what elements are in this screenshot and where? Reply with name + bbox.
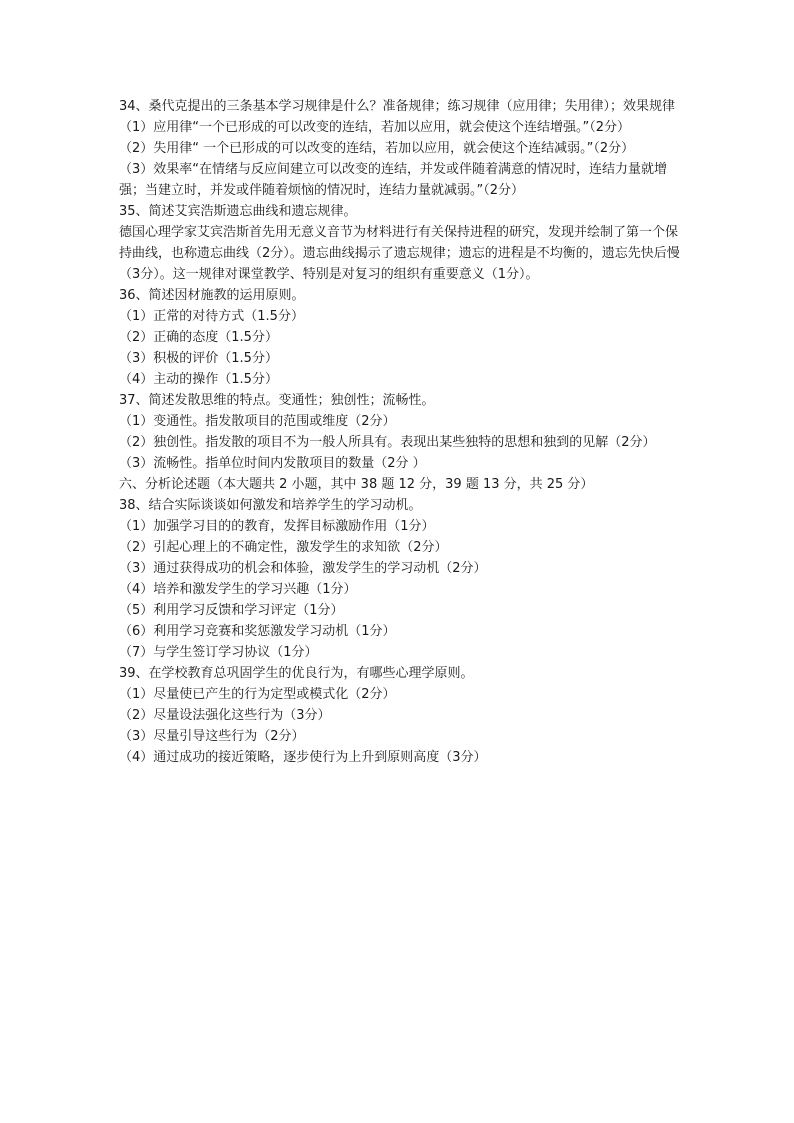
q38-item-4: （4）培养和激发学生的学习兴趣（1分）	[119, 582, 357, 597]
q37-item-1: （1）变通性。指发散项目的范围或维度（2分）	[119, 414, 396, 429]
q38-item-2: （2）引起心理上的不确定性，激发学生的求知欲（2分）	[119, 540, 448, 555]
q34-title: 34、桑代克提出的三条基本学习规律是什么？准备规律；练习规律（应用律；失用律）；效果规律	[119, 99, 676, 114]
q39-item-1: （1）尽量使已产生的行为定型或模式化（2分）	[119, 687, 396, 702]
q38-item-6: （6）利用学习竞赛和奖惩激发学习动机（1分）	[119, 624, 396, 639]
q38-item-5: （5）利用学习反馈和学习评定（1分）	[119, 603, 344, 618]
document-page	[119, 96, 681, 768]
q36-item-2: （2）正确的态度（1.5分）	[119, 330, 278, 345]
q39-item-2: （2）尽量设法强化这些行为（3分）	[119, 708, 331, 723]
q34-item-1: （1）应用律“一个已形成的可以改变的连结，若加以应用，就会使这个连结增强。”（2分）	[119, 120, 631, 135]
q36-item-1: （1）正常的对待方式（1.5分）	[119, 309, 304, 324]
q38-item-3: （3）通过获得成功的机会和体验，激发学生的学习动机（2分）	[119, 561, 487, 576]
q36-item-4: （4）主动的操作（1.5分）	[119, 372, 278, 387]
q39-item-4: （4）通过成功的接近策略，逐步使行为上升到原则高度（3分）	[119, 750, 487, 765]
q35-title: 35、简述艾宾浩斯遗忘曲线和遗忘规律。	[119, 204, 357, 219]
q37-title: 37、简述发散思维的特点。变通性；独创性；流畅性。	[119, 393, 435, 408]
q37-item-3: （3）流畅性。指单位时间内发散项目的数量（2分 ）	[119, 456, 426, 471]
q37-item-2: （2）独创性。指发散的项目不为一般人所具有。表现出某些独特的思想和独到的见解（2分）	[119, 435, 656, 450]
q34-item-3: （3）效果率“在情绪与反应间建立可以改变的连结，并发或伴随着满意的情况时，连结力量就增强；当建立时，并发或伴随着烦恼的情况时，连结力量就减弱。”（2分）	[119, 162, 668, 198]
q36-item-3: （3）积极的评价（1.5分）	[119, 351, 278, 366]
q39-item-3: （3）尽量引导这些行为（2分）	[119, 729, 305, 744]
q34-item-2: （2）失用律“ 一个已形成的可以改变的连结，若加以应用，就会使这个连结减弱。”（2分）	[119, 141, 635, 156]
q35-answer: 德国心理学家艾宾浩斯首先用无意义音节为材料进行有关保持进程的研究，发现并绘制了第一个保持曲线，也称遗忘曲线（2分）。遗忘曲线揭示了遗忘规律；遗忘的进程是不均衡的，遗忘先快后慢（3分）。这一规律对课堂教学、特别是对复习的组织有重要意义（1分）。	[119, 225, 680, 282]
q38-title: 38、结合实际谈谈如何激发和培养学生的学习动机。	[119, 498, 422, 513]
q39-title: 39、在学校教育总巩固学生的优良行为，有哪些心理学原则。	[119, 666, 474, 681]
q38-item-1: （1）加强学习目的的教育，发挥目标激励作用（1分）	[119, 519, 435, 534]
section-6-heading: 六、分析论述题（本大题共 2 小题，其中 38 题 12 分，39 题 13 分，共 25 分）	[119, 477, 594, 492]
q38-item-7: （7）与学生签订学习协议（1分）	[119, 645, 318, 660]
q36-title: 36、简述因材施教的运用原则。	[119, 288, 305, 303]
